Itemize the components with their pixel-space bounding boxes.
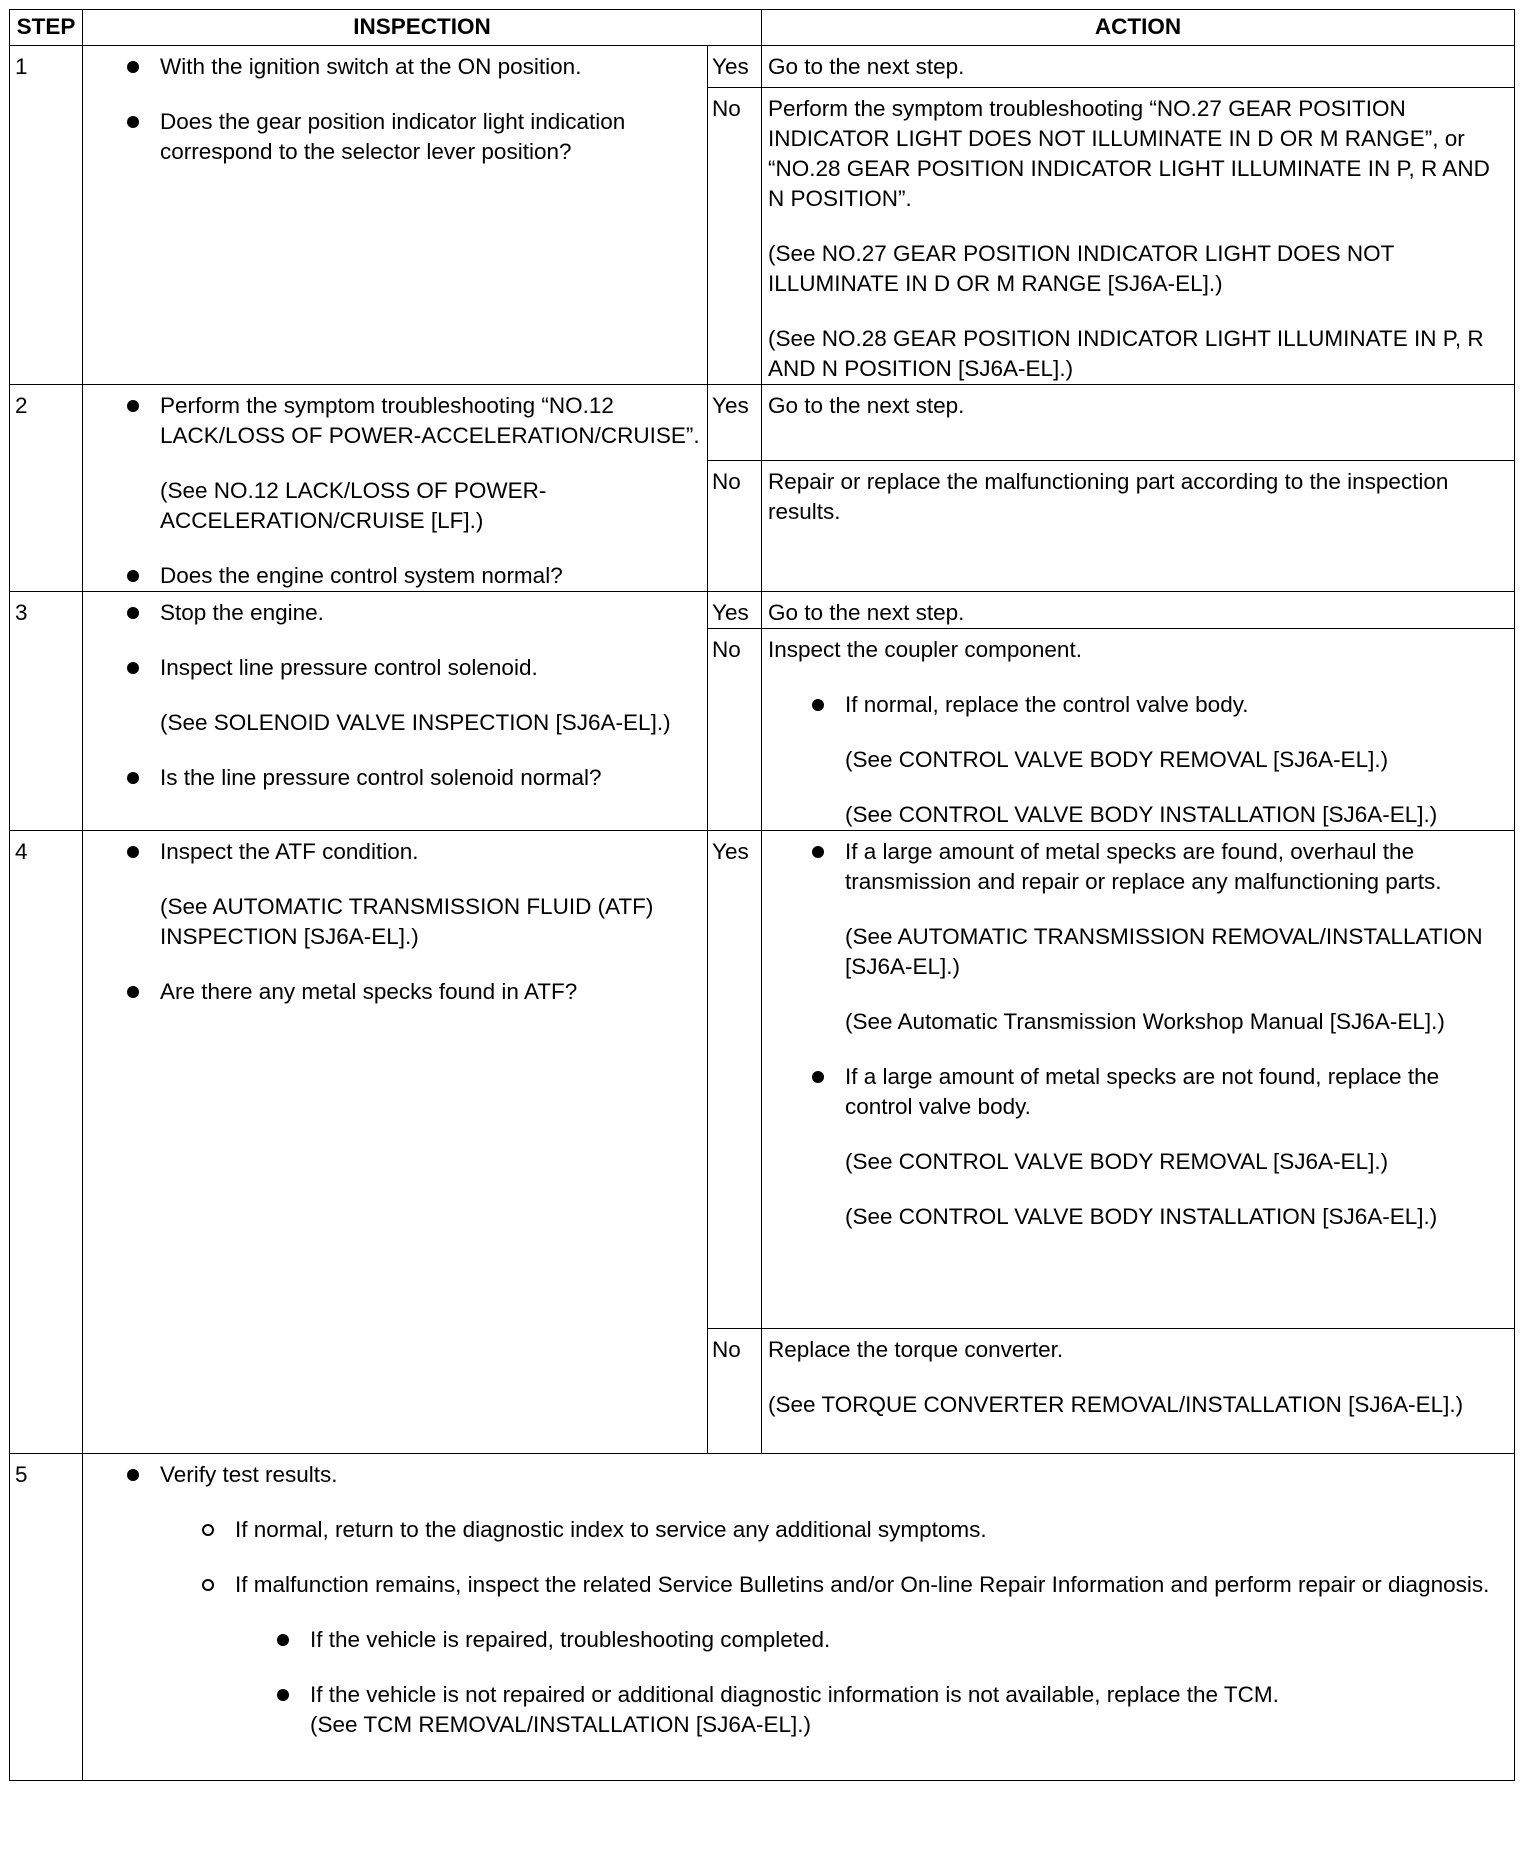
sub-bullet: If normal, return to the diagnostic index to service any additional symptoms.: [202, 1515, 1508, 1545]
header-step: STEP: [10, 10, 83, 46]
reference-text: (See TCM REMOVAL/INSTALLATION [SJ6A-EL].): [310, 1712, 811, 1737]
reference-text: (See NO.28 GEAR POSITION INDICATOR LIGHT ILLUMINATE IN P, R AND N POSITION [SJ6A-EL].): [768, 326, 1484, 381]
step-4-inspection: [83, 831, 708, 1454]
reference-text: (See NO.12 LACK/LOSS OF POWER-ACCELERATION/CRUISE [LF].): [160, 478, 547, 533]
step-number: 5: [10, 1454, 83, 1781]
inspection-bullet: Inspect line pressure control solenoid.: [127, 653, 701, 683]
inspection-bullet: If the vehicle is repaired, troubleshooting completed.: [277, 1625, 1508, 1655]
header-inspection: INSPECTION: [83, 10, 762, 46]
no-label: No: [708, 88, 762, 385]
action-text: Replace the torque converter.: [768, 1337, 1064, 1362]
step-1-inspection: [83, 46, 708, 385]
inspection-bullet: [277, 1680, 1508, 1740]
inspection-bullet: Does the engine control system normal?: [127, 561, 701, 591]
step-number: 1: [10, 46, 83, 385]
inspection-bullet: Is the line pressure control solenoid normal?: [127, 763, 701, 793]
step-3-inspection: [83, 592, 708, 831]
inspection-bullet: Does the gear position indicator light indication correspond to the selector lever position?: [127, 107, 701, 167]
reference-text: (See SOLENOID VALVE INSPECTION [SJ6A-EL].): [160, 710, 671, 735]
reference-text: (See CONTROL VALVE BODY INSTALLATION [SJ6A-EL].): [845, 802, 1438, 827]
action-text: Perform the symptom troubleshooting “NO.27 GEAR POSITION INDICATOR LIGHT DOES NOT ILLUMINATE IN D OR M RANGE”, or “NO.28 GEAR POSITION INDICATOR LIGHT ILLUMINATE IN P, R AND N POSITION”.: [768, 96, 1490, 211]
inspection-bullet: Perform the symptom troubleshooting “NO.12 LACK/LOSS OF POWER-ACCELERATION/CRUISE”.: [127, 391, 701, 451]
step-4-yes-row: [10, 831, 1515, 1329]
step-4-yes-action: [762, 831, 1515, 1329]
action-bullet: If a large amount of metal specks are found, overhaul the transmission and repair or replace any malfunctioning parts.: [812, 837, 1506, 897]
inspection-bullet: Stop the engine.: [127, 598, 701, 628]
step-1-yes-row: [10, 46, 1515, 88]
replace-tcm-text: If the vehicle is not repaired or additional diagnostic information is not available, replace the TCM.: [310, 1682, 1279, 1707]
reference-text: (See AUTOMATIC TRANSMISSION REMOVAL/INSTALLATION [SJ6A-EL].): [845, 924, 1483, 979]
no-label: No: [708, 629, 762, 831]
yes-label: Yes: [708, 46, 762, 88]
troubleshooting-page: [9, 9, 1514, 1869]
inspection-bullet: Inspect the ATF condition.: [127, 837, 701, 867]
step-3-yes-action: Go to the next step.: [762, 592, 1515, 629]
step-4-no-action: [762, 1329, 1515, 1454]
action-text: Inspect the coupler component.: [768, 637, 1082, 662]
reference-text: (See CONTROL VALVE BODY REMOVAL [SJ6A-EL].): [845, 1149, 1389, 1174]
step-3-no-action: [762, 629, 1515, 831]
step-2-yes-row: [10, 385, 1515, 461]
header-action: ACTION: [762, 10, 1515, 46]
inspection-bullet: Are there any metal specks found in ATF?: [127, 977, 701, 1007]
header-row: [10, 10, 1515, 46]
step-2-no-action: Repair or replace the malfunctioning part according to the inspection results.: [762, 461, 1515, 592]
reference-text: (See AUTOMATIC TRANSMISSION FLUID (ATF) INSPECTION [SJ6A-EL].): [160, 894, 654, 949]
reference-text: (See CONTROL VALVE BODY REMOVAL [SJ6A-EL].): [845, 747, 1389, 772]
step-1-yes-action: Go to the next step.: [762, 46, 1515, 88]
inspection-bullet: With the ignition switch at the ON position.: [127, 52, 701, 82]
step-number: 3: [10, 592, 83, 831]
step-2-inspection: [83, 385, 708, 592]
inspection-bullet: Verify test results.: [127, 1460, 1508, 1490]
no-label: No: [708, 1329, 762, 1454]
sub-bullet: If malfunction remains, inspect the related Service Bulletins and/or On-line Repair Information and perform repair or diagnosis.: [202, 1570, 1508, 1600]
reference-text: (See NO.27 GEAR POSITION INDICATOR LIGHT DOES NOT ILLUMINATE IN D OR M RANGE [SJ6A-EL].): [768, 241, 1394, 296]
yes-label: Yes: [708, 385, 762, 461]
step-3-yes-row: [10, 592, 1515, 629]
step-number: 4: [10, 831, 83, 1454]
reference-text: (See Automatic Transmission Workshop Manual [SJ6A-EL].): [845, 1009, 1445, 1034]
step-number: 2: [10, 385, 83, 592]
step-5-content: [83, 1454, 1515, 1781]
action-bullet: If normal, replace the control valve body.: [812, 690, 1506, 720]
action-bullet: If a large amount of metal specks are not found, replace the control valve body.: [812, 1062, 1506, 1122]
yes-label: Yes: [708, 831, 762, 1329]
diagnostic-procedure-table: [9, 9, 1515, 1781]
step-5-row: [10, 1454, 1515, 1781]
yes-label: Yes: [708, 592, 762, 629]
step-2-yes-action: Go to the next step.: [762, 385, 1515, 461]
no-label: No: [708, 461, 762, 592]
reference-text: (See TORQUE CONVERTER REMOVAL/INSTALLATION [SJ6A-EL].): [768, 1392, 1464, 1417]
reference-text: (See CONTROL VALVE BODY INSTALLATION [SJ6A-EL].): [845, 1204, 1438, 1229]
step-1-no-action: [762, 88, 1515, 385]
